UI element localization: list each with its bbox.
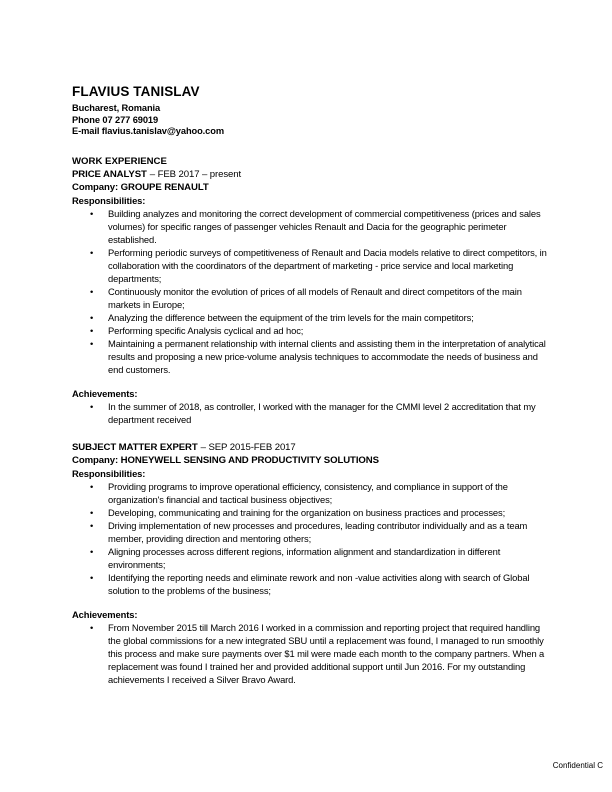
list-item — [72, 246, 548, 285]
bullet-text: • Building analyzes and monitoring the correct development of commercial competitiveness (prices and sales volumes) for specific ranges of passenger vehicles Renault and Dacia for the geographic perimeter established. — [108, 207, 541, 245]
responsibilities-list — [72, 480, 548, 597]
list-item — [72, 337, 548, 376]
job-title-line — [72, 168, 548, 181]
resume-content — [72, 84, 548, 686]
footer-confidential-label: Confidential C — [552, 761, 603, 770]
bullet-text: • Identifying the reporting needs and eliminate rework and non -value activities along with search of Global solution to the problems of the business; — [108, 571, 530, 596]
bullet-text: • Providing programs to improve operational efficiency, consistency, and compliance in support of the organization's financial and tactical business objectives; — [108, 480, 508, 505]
list-item — [72, 311, 548, 324]
bullet-text: • Performing periodic surveys of competitiveness of Renault and Dacia models relative to direct competitors, in collaboration with the coordinators of the department of marketing - price service and local marketing departments; — [108, 246, 547, 284]
bullet-text: • Aligning processes across different regions, information alignment and standardization in different environments; — [108, 545, 501, 570]
list-item — [72, 621, 548, 686]
achievements-label: Achievements: — [72, 387, 138, 399]
bullet-text: • Developing, communicating and training for the organization on business practices and processes; — [108, 506, 506, 518]
job-title: SUBJECT MATTER EXPERT — [72, 441, 198, 453]
contact-email: E-mail flavius.tanislav@yahoo.com — [72, 126, 224, 137]
job-subject-matter-expert — [72, 441, 548, 686]
responsibilities-label: Responsibilities: — [72, 194, 146, 206]
achievements-list — [72, 621, 548, 686]
list-item — [72, 506, 548, 519]
responsibilities-label: Responsibilities: — [72, 467, 146, 479]
bullet-text: • Driving implementation of new processes and procedures, leading contributor individually and as a team member, providing direction and mentoring others; — [108, 519, 528, 544]
list-item — [72, 400, 548, 426]
bullet-text: • From November 2015 till March 2016 I worked in a commission and reporting project that required handling the global commissions for a new integrated SBU until a replacement was found, I managed to run smoothly this process and make sure payments over $1 mil were made each month to the company partners. When a replacement was found I trained her and provided additional support until Jun 2016. For my outstanding achievements I received a Silver Bravo Award. — [108, 621, 545, 685]
job-company: Company: GROUPE RENAULT — [72, 181, 209, 193]
bullet-text: • Analyzing the difference between the equipment of the trim levels for the main competitors; — [108, 311, 474, 323]
section-heading-work-experience: WORK EXPERIENCE — [72, 155, 167, 167]
job-title: PRICE ANALYST — [72, 168, 147, 180]
list-item — [72, 480, 548, 506]
contact-phone: Phone 07 277 69019 — [72, 114, 159, 125]
contact-location: Bucharest, Romania — [72, 103, 161, 113]
achievements-label: Achievements: — [72, 608, 138, 620]
responsibilities-list — [72, 207, 548, 376]
bullet-text: • Maintaining a permanent relationship with internal clients and assisting them in the interpretation of analytical results and proposing a new price-volume analysis techniques to accommodate the needs of business and end customers. — [108, 337, 546, 375]
list-item — [72, 324, 548, 337]
achievements-list — [72, 400, 548, 426]
list-item — [72, 207, 548, 246]
bullet-text: • In the summer of 2018, as controller, I worked with the manager for the CMMI level 2 accreditation that my department received — [108, 400, 536, 425]
bullet-text: • Continuously monitor the evolution of prices of all models of Renault and direct competitors of the main markets in Europe; — [108, 285, 522, 310]
list-item — [72, 571, 548, 597]
job-title-line — [72, 441, 548, 454]
job-dates: – SEP 2015-FEB 2017 — [200, 441, 296, 453]
list-item — [72, 519, 548, 545]
bullet-text: • Performing specific Analysis cyclical and ad hoc; — [108, 324, 304, 336]
list-item — [72, 545, 548, 571]
list-item — [72, 285, 548, 311]
job-dates: – FEB 2017 – present — [149, 168, 242, 180]
person-name: FLAVIUS TANISLAV — [72, 84, 200, 99]
job-price-analyst — [72, 168, 548, 426]
job-company: Company: HONEYWELL SENSING AND PRODUCTIVITY SOLUTIONS — [72, 454, 379, 466]
